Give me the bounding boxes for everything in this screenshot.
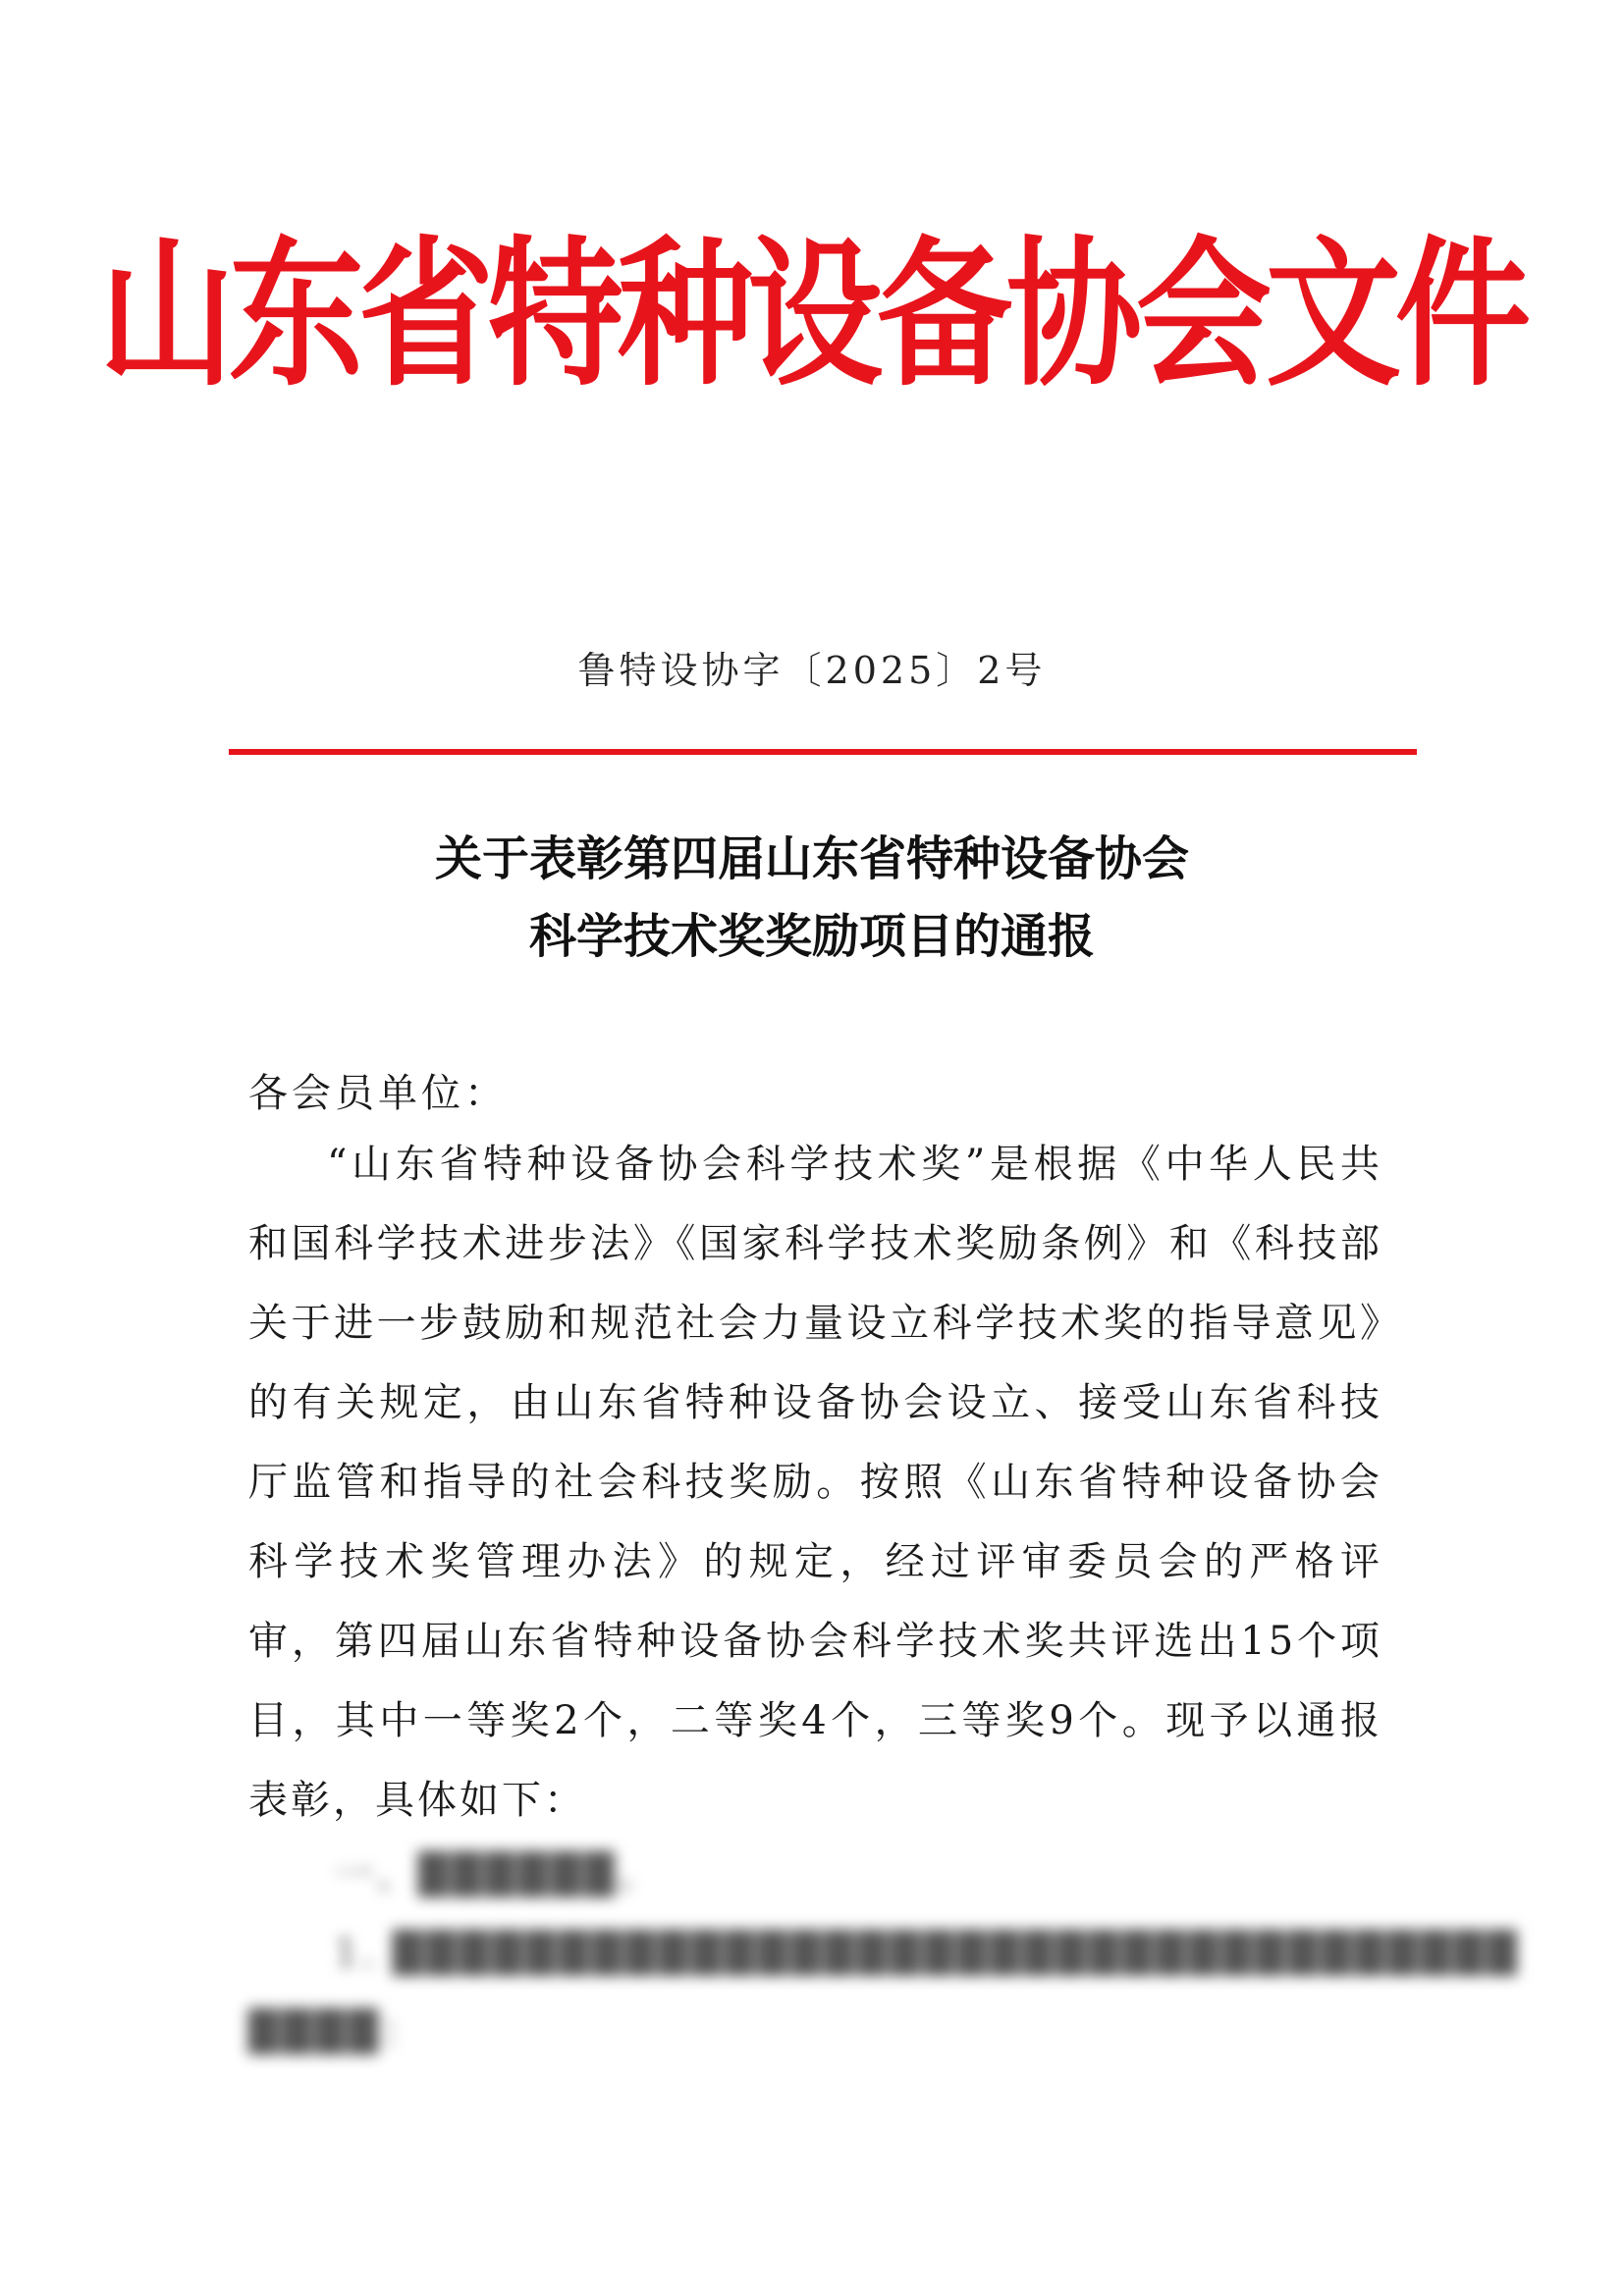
red-divider-rule xyxy=(229,749,1417,755)
document-header-title: 山东省特种设备协会文件 xyxy=(98,221,1525,408)
body-paragraph: “山东省特种设备协会科学技术奖”是根据《中华人民共和国科学技术进步法》《国家科学技术奖励条例》和《科技部关于进一步鼓励和规范社会力量设立科学技术奖的指导意见》的有关规定，由山东省特种设备协会设立、接受山东省科技厅监管和指导的社会科技奖励。按照《山东省特种设备协会科学技术奖管理办法》的规定，经过评审委员会的严格评审，第四届山东省特种设备协会科学技术奖共评选出15个项目，其中一等奖2个，二等奖4个，三等奖9个。现予以通报表彰，具体如下： xyxy=(248,1142,1382,1823)
redacted-line-2: 1. ██████████████████████████████████ xyxy=(334,1931,1520,1976)
notice-title-line-1: 关于表彰第四届山东省特种设备协会 xyxy=(434,831,1189,886)
redacted-line-3: ████： xyxy=(248,2009,424,2055)
redacted-line-1: 一、██████。 xyxy=(334,1852,660,1897)
salutation: 各会员单位： xyxy=(248,1071,508,1116)
document-number: 鲁特设协字〔2025〕2号 xyxy=(577,649,1047,692)
notice-title-line-2: 科学技术奖奖励项目的通报 xyxy=(528,909,1095,964)
